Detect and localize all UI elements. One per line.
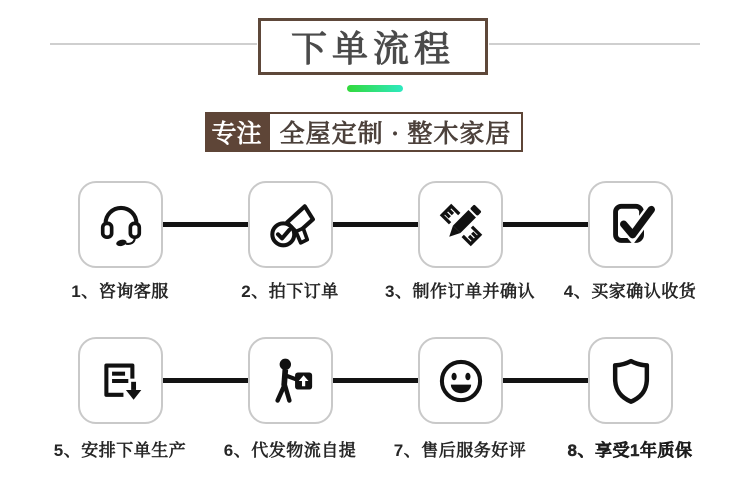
headset-icon <box>95 199 147 251</box>
step-box-7 <box>418 337 503 424</box>
note-check-icon <box>605 199 657 251</box>
step-box-1 <box>78 181 163 268</box>
step-label-5: 5、安排下单生产 <box>53 441 187 460</box>
step-label-2: 2、拍下订单 <box>241 282 339 301</box>
title-underline-accent <box>347 85 403 92</box>
badge-slogan-text: 全屋定制 · 整木家居 <box>279 121 512 148</box>
badge-slogan <box>268 112 523 152</box>
smiley-icon <box>435 355 487 407</box>
step-box-3 <box>418 181 503 268</box>
step-row-2 <box>78 337 673 424</box>
focus-badge <box>205 112 268 152</box>
step-connector-row1 <box>120 222 631 227</box>
focus-badge-text: 专注 <box>211 121 262 148</box>
title-divider-right <box>489 43 700 45</box>
step-label-4: 4、买家确认收货 <box>563 282 697 301</box>
person-box-icon <box>265 355 317 407</box>
step-box-8 <box>588 337 673 424</box>
page-title <box>258 18 488 75</box>
step-box-6 <box>248 337 333 424</box>
step-label-3: 3、制作订单并确认 <box>385 282 535 301</box>
shield-icon <box>605 355 657 407</box>
step-box-2 <box>248 181 333 268</box>
step-label-7: 7、售后服务好评 <box>393 441 527 460</box>
step-connector-row2 <box>120 378 631 383</box>
step-row-1 <box>78 181 673 268</box>
title-divider-left <box>50 43 257 45</box>
megaphone-check-icon <box>265 199 317 251</box>
page-title-text: 下单流程 <box>290 29 455 69</box>
step-labels-row1 <box>35 277 715 302</box>
pencil-ruler-icon <box>435 199 487 251</box>
step-label-6: 6、代发物流自提 <box>223 441 357 460</box>
step-label-8: 8、享受1年质保 <box>567 441 693 460</box>
document-arrow-icon <box>95 355 147 407</box>
step-label-1: 1、咨询客服 <box>71 282 169 301</box>
step-box-4 <box>588 181 673 268</box>
step-labels-row2 <box>35 436 715 461</box>
step-box-5 <box>78 337 163 424</box>
